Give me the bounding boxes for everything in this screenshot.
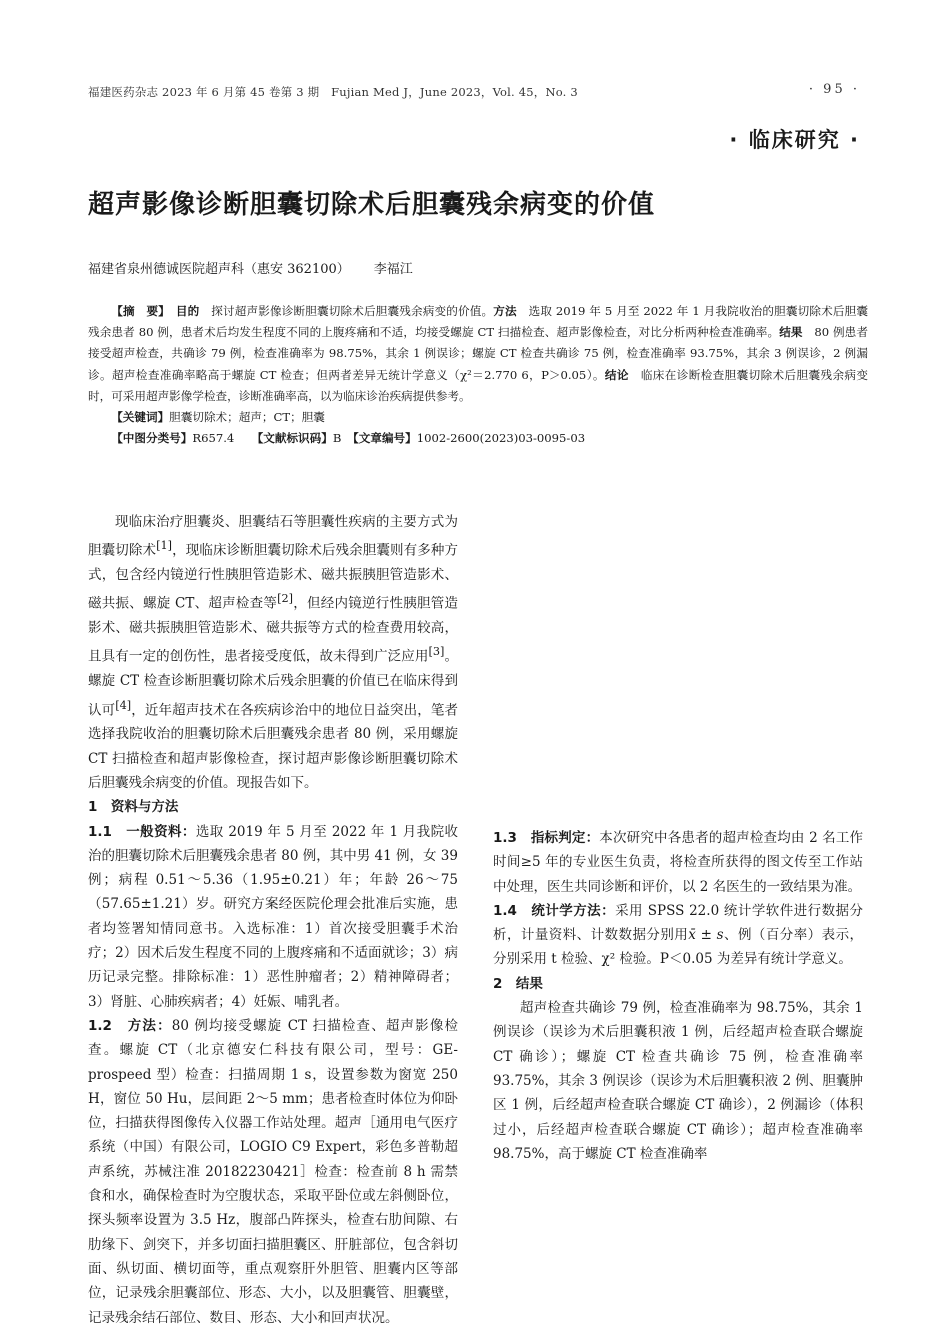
subheading-1-3-label: 指标判定：: [530, 830, 600, 846]
affiliation-line: [88, 258, 868, 277]
statistics-paragraph: [493, 899, 863, 972]
general-data-paragraph: [88, 820, 458, 1014]
right-column: [493, 510, 863, 1166]
methods-text: 80 例均接受螺旋 CT 扫描检查、超声影像检查。螺旋 CT（北京德安仁科技有限公司，型号：GE-prospeed 型）检查：扫描周期 1 s，设置参数为窗宽 250 H，窗位 50 Hu，层间距 2～5 mm；患者检查时体位为仰卧位，扫描获得图像传入仪器工作站处理。超声［通用电气医疗系统（中国）有限公司，LOGIO C9 Expert，彩色多普勒超声系统，苏械注准 20182230421］检查：检查前 8 h 需禁食和水，确保检查时为空腹状态，采取平卧位或左斜侧卧位，探头频率设置为 3.5 Hz，腹部凸阵探头，检查右肋间隙、右肋缘下、剑突下，并多切面扫描胆囊区、肝脏部位，包含斜切面、纵切面、横切面等，重点观察肝外胆管、胆囊内区等部位，记录残余胆囊部位、形态、大小，以及胆囊管、胆囊壁，记录残余结石部位、数目、形态、大小和回声状况。: [88, 1017, 459, 1326]
subheading-1-2-label: 方法：: [127, 1017, 172, 1034]
purpose-text: 探讨超声影像诊断胆囊切除术后胆囊残余病变的价值。: [211, 304, 494, 318]
subheading-1-3-number: 1.3: [493, 830, 517, 846]
method-text: 选取 2019 年 5 月至 2022 年 1 月我院收治的胆囊切除术后胆囊残余患者 80 例，患者术后均发生程度不同的上腹疼痛和不适，均接受螺旋 CT 扫描检查、超声影像检查，对比分析两种检查准确率。: [88, 304, 868, 340]
clc-label: 【中图分类号】: [111, 431, 193, 446]
intro-text-1: 现临床治疗胆囊炎、胆囊结石等胆囊性疾病的主要方式为胆囊切除术: [88, 514, 458, 559]
citation-4: [4]: [115, 698, 132, 712]
intro-text-4: 。螺旋 CT 检查诊断胆囊切除术后残余胆囊的价值已在临床得到认可: [88, 648, 459, 719]
abstract-block: [88, 301, 868, 449]
subheading-1-1-label: 一般资料：: [126, 823, 196, 840]
heading-results: 2 结果: [493, 975, 543, 992]
article-id-value: 1002-2600(2023)03-0095-03: [416, 431, 586, 446]
criteria-text: 本次研究中各患者的超声检查均由 2 名工作时间≥5 年的专业医生负责，将检查所获得的图文传至工作站中处理，医生共同诊断和评价，以 2 名医生的一致结果为准。: [493, 830, 864, 895]
subheading-1-4-number: 1.4: [493, 902, 517, 919]
abstract: [88, 301, 868, 407]
methods-paragraph: [88, 1014, 458, 1330]
subheading-1-2-number: 1.2: [88, 1017, 112, 1034]
citation-3: [3]: [428, 645, 445, 659]
article-title: 超声影像诊断胆囊切除术后胆囊残余病变的价值: [88, 190, 656, 220]
subheading-1-4-label: 统计学方法：: [531, 902, 616, 919]
keywords-label: 【关键词】: [111, 410, 170, 425]
page-number: · 95 ·: [808, 82, 860, 97]
article-id-label: 【文章编号】: [352, 431, 417, 446]
classification: [88, 428, 868, 449]
doc-code-label: 【文献标识码】: [257, 431, 333, 446]
keywords: [88, 407, 868, 428]
intro-text-5: ，近年超声技术在各疾病诊治中的地位日益突出，笔者选择我院收治的胆囊切除术后胆囊残余患者 80 例，采用螺旋 CT 扫描检查和超声影像检查，探讨超声影像诊断胆囊切除术后胆囊残余病变的价值。现报告如下。: [88, 702, 459, 791]
intro-text-3: ，但经内镜逆行性胰胆管造影术、磁共振胰胆管造影术、磁共振等方式的检查费用较高，且具有一定的创伤性，患者接受度低，故未得到广泛应用: [88, 595, 459, 665]
mean-sd-notation: x̄ ± s: [688, 927, 724, 944]
left-column: [88, 510, 458, 1330]
heading-methods: 1 资料与方法: [88, 799, 179, 816]
abstract-label: 【摘 要】: [111, 304, 165, 318]
conclusion-text: 临床在诊断检查胆囊切除术后胆囊残余病变时，可采用超声影像学检查，诊断准确率高，以为临床诊治疾病提供参考。: [88, 367, 868, 403]
doc-code-value: B: [332, 431, 342, 446]
citation-1: [1]: [156, 539, 173, 553]
general-data-text: 选取 2019 年 5 月至 2022 年 1 月我院收治的胆囊切除术后胆囊残余患者 80 例，其中男 41 例，女 39 例；病程 0.51～5.36（1.95±0.21）年；年龄 26～75（57.65±1.21）岁。研究方案经医院伦理会批准后实施，患者均签署知情同意书。入选标准：1）首次接受胆囊手术治疗；2）因术后发生程度不同的上腹疼痛和不适面就诊；3）病历记录完整。排除标准：1）恶性肿瘤者；2）精神障碍者；3）肾脏、心肺疾病者；4）妊娠、哺乳者。: [88, 823, 459, 1010]
results-paragraph: 超声检查共确诊 79 例，检查准确率为 98.75%，其余 1 例误诊（误诊为术后胆囊积液 1 例，后经超声检查联合螺旋 CT 确诊）；螺旋 CT 检查共确诊 75 例，检查准确率 93.75%，其余 3 例误诊（误诊为术后胆囊积液 2 例、胆囊肿区 1 例，后经超声检查联合螺旋 CT 确诊），2 例漏诊（体积过小，后经超声检查联合螺旋 CT 确诊）；超声检查准确率 98.75%，高于螺旋 CT 检查准确率: [493, 1000, 863, 1162]
clc-value: R657.4: [192, 431, 235, 446]
affiliation: 福建省泉州德诚医院超声科（惠安 362100）: [88, 262, 350, 277]
result-label: 结果: [779, 325, 803, 340]
intro-paragraph: [88, 510, 458, 795]
criteria-paragraph: [493, 826, 863, 899]
author: 李福江: [373, 262, 413, 277]
statistics-text-a: 采用 SPSS 22.0 统计学软件进行数据分析，计量资料、计数数据分别用: [493, 902, 864, 944]
statistics-text-b: 、例（百分率）表示，分别采用 t 检验、χ² 检验。P＜0.05 为差异有统计学意义。: [493, 927, 864, 968]
citation-2: [2]: [277, 592, 294, 606]
conclusion-label: 结论: [604, 367, 629, 382]
result-text: 80 例患者接受超声检查，共确诊 79 例，检查准确率为 98.75%，其余 1 例误诊；螺旋 CT 检查共确诊 75 例，检查准确率 93.75%，其余 3 例误诊，2 例漏诊。超声检查准确率略高于螺旋 CT 检查；但两者差异无统计学意义（χ²＝2.770 6，P＞0.05）。: [88, 325, 868, 382]
intro-text-2: ，现临床诊断胆囊切除术后残余胆囊则有多种方式，包含经内镜逆行性胰胆管造影术、磁共振胰胆管造影术、磁共振、螺旋 CT、超声检查等: [88, 542, 459, 612]
subheading-1-1-number: 1.1: [88, 823, 112, 840]
running-head: 福建医药杂志 2023 年 6 月第 45 卷第 3 期 Fujian Med J，June 2023，Vol. 45，No. 3: [88, 85, 578, 99]
method-label: 方法: [493, 304, 517, 318]
keywords-text: 胆囊切除术；超声；CT；胆囊: [169, 410, 325, 425]
section-label: · 临床研究 ·: [729, 128, 860, 152]
purpose-label: 目的: [175, 304, 200, 318]
